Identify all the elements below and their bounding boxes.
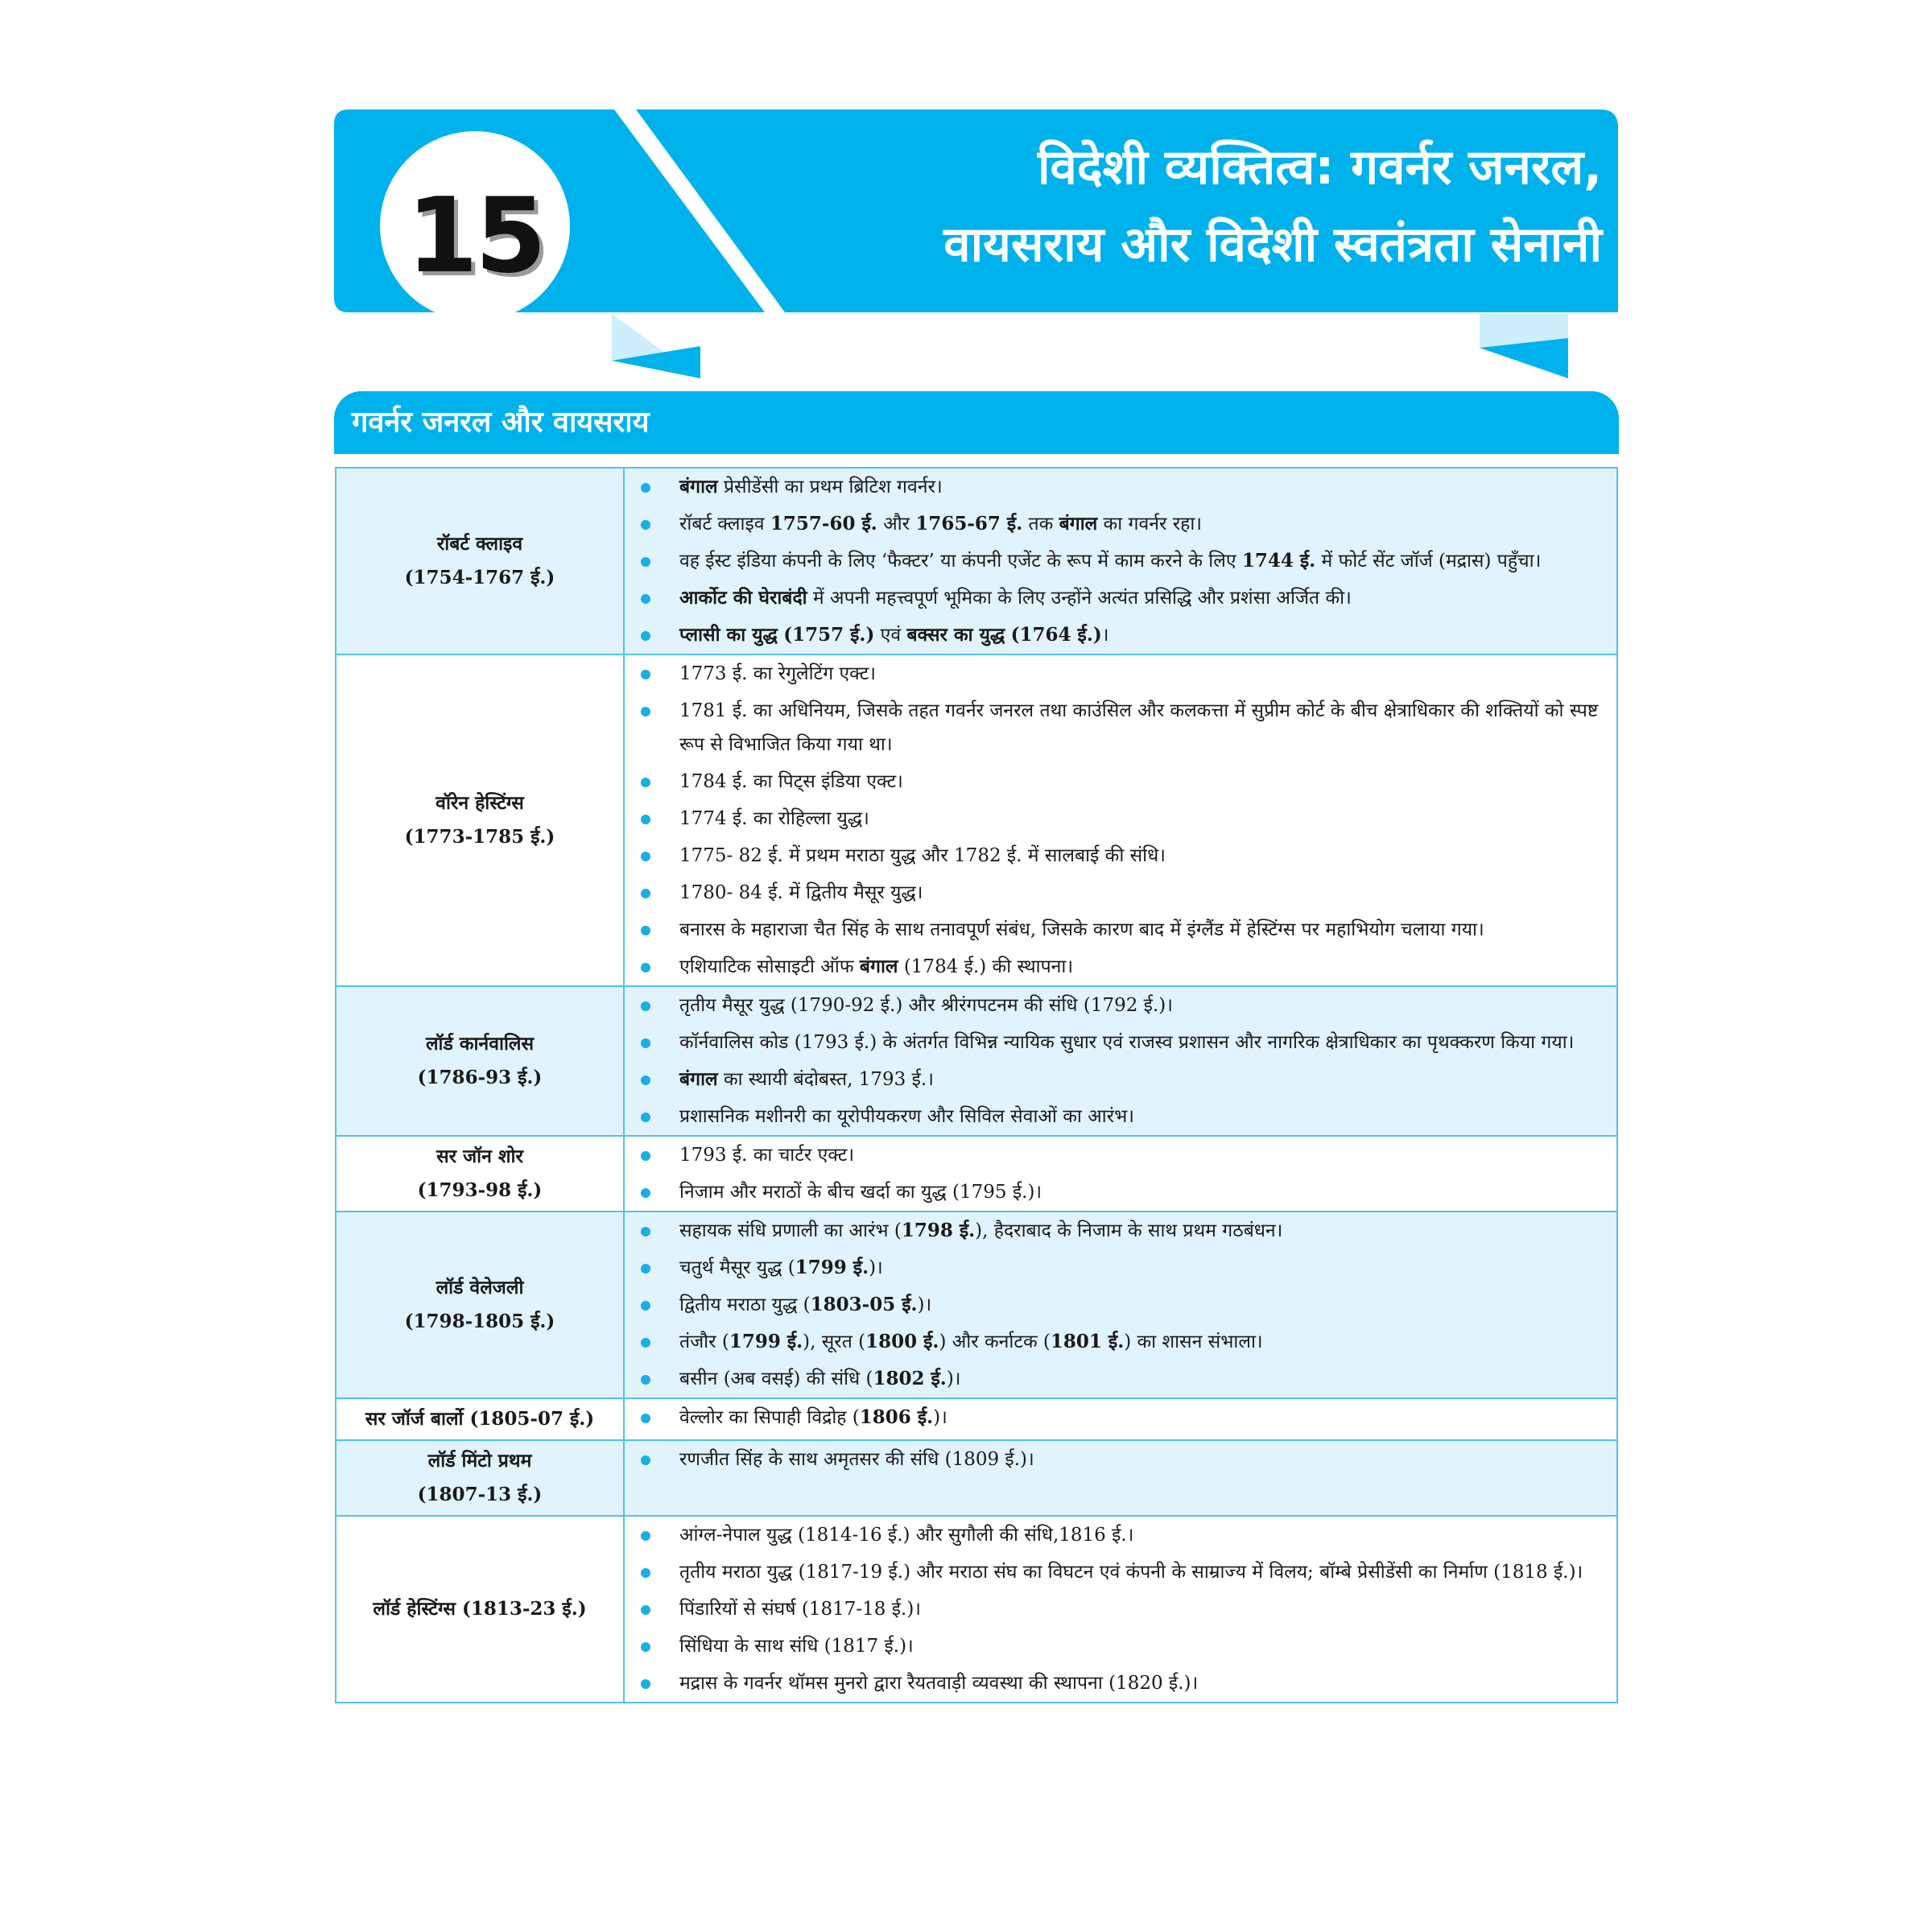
section-header <box>334 391 1619 454</box>
list-item-text: आर्कोट की घेराबंदी में अपनी महत्त्वपूर्ण भूमिका के लिए उन्होंने अत्यंत प्रसिद्धि और प्रशंसा अर्जित की। <box>679 587 1352 609</box>
list-item <box>625 1399 1608 1436</box>
list-item <box>625 1554 1608 1591</box>
list-item-text: तंजौर (1799 ई.), सूरत (1800 ई.) और कर्नाटक (1801 ई.) का शासन संभाला। <box>679 1331 1263 1352</box>
governor-name-cell <box>336 1212 624 1398</box>
achievements-list <box>625 1441 1608 1478</box>
list-item <box>625 1137 1608 1174</box>
chapter-title <box>708 129 1602 283</box>
list-item-text: मद्रास के गवर्नर थॉमस मुनरो द्वारा रैयतवाड़ी व्यवस्था की स्थापना (1820 ई.)। <box>679 1673 1199 1694</box>
governor-name: सर जॉन शोर <box>436 1146 523 1167</box>
chapter-banner <box>0 0 1932 419</box>
achievements-list <box>625 655 1608 985</box>
list-item <box>625 1323 1608 1360</box>
list-item <box>625 543 1608 580</box>
governor-period: (1754-1767 ई.) <box>404 567 555 588</box>
table-row <box>336 1516 1617 1703</box>
governors-table-body <box>336 468 1617 1703</box>
list-item <box>625 1249 1608 1286</box>
achievements-cell <box>624 654 1617 986</box>
table-row <box>336 1136 1617 1212</box>
governor-name: वॉरेन हेस्टिंग्स <box>436 792 524 814</box>
governor-period: (1786-93 ई.) <box>417 1067 543 1088</box>
list-item <box>625 1098 1608 1135</box>
list-item <box>625 948 1608 985</box>
list-item <box>625 506 1608 543</box>
section-title: गवर्नर जनरल और वायसराय <box>352 406 650 439</box>
list-item-text: तृतीय मैसूर युद्ध (1790-92 ई.) और श्रीरंगपटनम की संधि (1792 ई.)। <box>679 995 1173 1016</box>
list-item-text: 1780- 84 ई. में द्वितीय मैसूर युद्ध। <box>679 882 923 903</box>
list-item <box>625 800 1608 837</box>
list-item <box>625 1286 1608 1323</box>
list-item <box>625 1024 1608 1061</box>
achievements-cell <box>624 986 1617 1136</box>
governor-name-cell <box>336 986 624 1136</box>
achievements-list <box>625 469 1608 654</box>
governor-name: लॉर्ड हेस्टिंग्स (1813-23 ई.) <box>373 1598 587 1620</box>
achievements-cell <box>624 468 1617 654</box>
governor-name-cell <box>336 1136 624 1212</box>
list-item-text: आंग्ल-नेपाल युद्ध (1814-16 ई.) और सुगौली की संधि,1816 ई.। <box>679 1525 1134 1546</box>
list-item-text: 1784 ई. का पिट्स इंडिया एक्ट। <box>679 771 903 792</box>
list-item <box>625 987 1608 1024</box>
list-item-text: बसीन (अब वसई) की संधि (1802 ई.)। <box>679 1368 961 1389</box>
list-item-text: निजाम और मराठों के बीच खर्दा का युद्ध (1795 ई.)। <box>679 1182 1042 1203</box>
governor-period: (1807-13 ई.) <box>417 1484 543 1505</box>
list-item-text: बंगाल का स्थायी बंदोबस्त, 1793 ई.। <box>679 1068 934 1090</box>
list-item <box>625 469 1608 506</box>
list-item <box>625 1360 1608 1397</box>
list-item-text: वेल्लोर का सिपाही विद्रोह (1806 ई.)। <box>679 1406 947 1428</box>
table-row <box>336 1212 1617 1398</box>
list-item <box>625 655 1608 692</box>
list-item-text: 1781 ई. का अधिनियम, जिसके तहत गवर्नर जनरल तथा काउंसिल और कलकत्ता में सुप्रीम कोर्ट के बीच क्षेत्राधिकार की शक्तियों को स्पष्ट रूप से विभाजित किया गया था। <box>679 700 1599 755</box>
list-item-text: कॉर्नवालिस कोड (1793 ई.) के अंतर्गत विभिन्न न्यायिक सुधार एवं राजस्व प्रशासन और नागरिक क्षेत्राधिकार का पृथक्करण किया गया। <box>679 1032 1575 1053</box>
table-row <box>336 1398 1617 1440</box>
list-item-text: बनारस के महाराजा चैत सिंह के साथ तनावपूर्ण संबंध, जिसके कारण बाद में इंग्लैंड में हेस्टिंग्स पर महाभियोग चलाया गया। <box>679 919 1484 940</box>
list-item-text: तृतीय मराठा युद्ध (1817-19 ई.) और मराठा संघ का विघटन एवं कंपनी के साम्राज्य में विलय; बॉम्बे प्रेसीडेंसी का निर्माण (1818 ई.)। <box>679 1562 1583 1583</box>
achievements-cell <box>624 1440 1617 1516</box>
governor-name-cell <box>336 654 624 986</box>
governor-name: लॉर्ड मिंटो प्रथम <box>427 1450 532 1472</box>
list-item-text: सहायक संधि प्रणाली का आरंभ (1798 ई.), हैदराबाद के निजाम के साथ प्रथम गठबंधन। <box>679 1220 1283 1241</box>
chapter-number: 15 <box>406 175 544 296</box>
list-item <box>625 1061 1608 1098</box>
list-item-text: सिंधिया के साथ संधि (1817 ई.)। <box>679 1636 914 1657</box>
governor-name-cell <box>336 468 624 654</box>
achievements-cell <box>624 1136 1617 1212</box>
list-item <box>625 617 1608 654</box>
governor-name: लॉर्ड वेलेजली <box>436 1277 524 1298</box>
list-item <box>625 874 1608 911</box>
list-item <box>625 580 1608 617</box>
chapter-title-line-2: वायसराय और विदेशी स्वतंत्रता सेनानी <box>943 217 1602 273</box>
governor-name: लॉर्ड कार्नवालिस <box>425 1033 535 1055</box>
governor-name: सर जॉर्ज बार्लो (1805-07 ई.) <box>365 1408 595 1430</box>
list-item-text: 1774 ई. का रोहिल्ला युद्ध। <box>679 808 869 829</box>
achievements-list <box>625 987 1608 1135</box>
list-item <box>625 1591 1608 1628</box>
governors-table <box>335 467 1618 1703</box>
table-row <box>336 1440 1617 1516</box>
list-item <box>625 837 1608 874</box>
list-item-text: पिंडारियों से संघर्ष (1817-18 ई.)। <box>679 1599 922 1620</box>
governor-period: (1773-1785 ई.) <box>404 826 555 848</box>
table-row <box>336 986 1617 1136</box>
list-item-text: रणजीत सिंह के साथ अमृतसर की संधि (1809 ई.)। <box>679 1449 1034 1470</box>
governor-name-cell <box>336 1516 624 1703</box>
list-item <box>625 1441 1608 1478</box>
list-item-text: 1775- 82 ई. में प्रथम मराठा युद्ध और 1782 ई. में सालबाई की संधि। <box>679 845 1166 866</box>
achievements-list <box>625 1399 1608 1436</box>
list-item <box>625 692 1608 763</box>
achievements-cell <box>624 1516 1617 1703</box>
list-item <box>625 1174 1608 1211</box>
achievements-cell <box>624 1398 1617 1440</box>
list-item-text: प्लासी का युद्ध (1757 ई.) एवं बक्सर का युद्ध (1764 ई.)। <box>679 624 1109 646</box>
list-item <box>625 1212 1608 1249</box>
list-item <box>625 763 1608 800</box>
list-item <box>625 1628 1608 1665</box>
governor-name: रॉबर्ट क्लाइव <box>436 533 523 555</box>
governor-period: (1798-1805 ई.) <box>404 1311 555 1332</box>
list-item-text: बंगाल प्रेसीडेंसी का प्रथम ब्रिटिश गवर्नर। <box>679 476 943 497</box>
table-row <box>336 654 1617 986</box>
table-row <box>336 468 1617 654</box>
list-item-text: द्वितीय मराठा युद्ध (1803-05 ई.)। <box>679 1294 932 1315</box>
achievements-list <box>625 1517 1608 1702</box>
achievements-list <box>625 1137 1608 1211</box>
list-item <box>625 911 1608 948</box>
list-item-text: 1773 ई. का रेगुलेटिंग एक्ट। <box>679 663 877 684</box>
list-item-text: 1793 ई. का चार्टर एक्ट। <box>679 1145 855 1166</box>
governor-name-cell <box>336 1440 624 1516</box>
achievements-list <box>625 1212 1608 1397</box>
achievements-cell <box>624 1212 1617 1398</box>
governor-period: (1793-98 ई.) <box>417 1179 543 1201</box>
list-item-text: रॉबर्ट क्लाइव 1757-60 ई. और 1765-67 ई. तक बंगाल का गवर्नर रहा। <box>679 513 1203 535</box>
list-item-text: वह ईस्ट इंडिया कंपनी के लिए ‘फैक्टर’ या कंपनी एजेंट के रूप में काम करने के लिए 1744 ई. में फोर्ट सेंट जॉर्ज (मद्रास) पहुँचा। <box>679 550 1542 572</box>
list-item <box>625 1665 1608 1702</box>
governor-name-cell <box>336 1398 624 1440</box>
chapter-title-line-1: विदेशी व्यक्तित्व: गवर्नर जनरल, <box>1037 139 1602 196</box>
list-item-text: प्रशासनिक मशीनरी का यूरोपीयकरण और सिविल सेवाओं का आरंभ। <box>679 1106 1134 1127</box>
list-item <box>625 1517 1608 1554</box>
list-item-text: एशियाटिक सोसाइटी ऑफ बंगाल (1784 ई.) की स्थापना। <box>679 956 1074 977</box>
list-item-text: चतुर्थ मैसूर युद्ध (1799 ई.)। <box>679 1257 883 1278</box>
